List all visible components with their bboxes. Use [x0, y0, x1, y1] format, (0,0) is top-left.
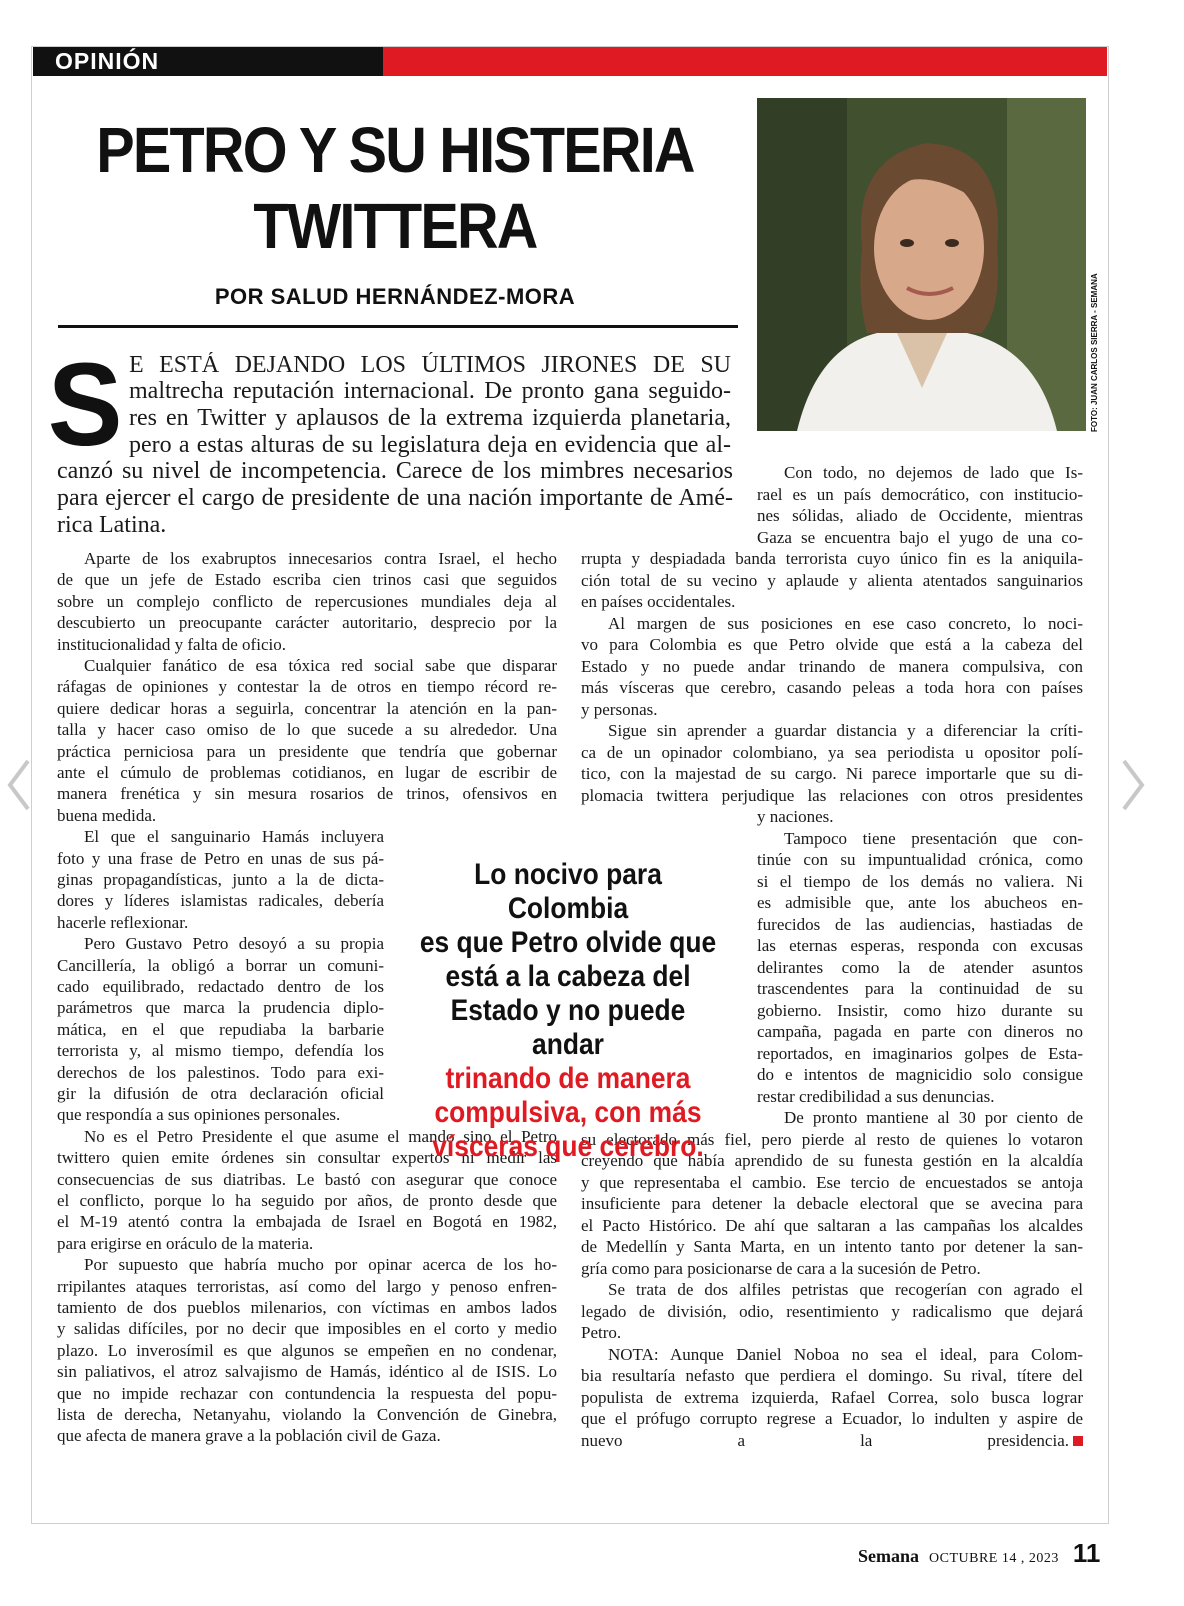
- text-line: si el tiempo de los demás no valiera. Ni: [757, 872, 1083, 891]
- text-line: twittero quien emite órdenes sin consultar expertos ni medir las: [57, 1148, 557, 1167]
- text-line: plomacia twittera perjudique las relaciones con otros presidentes: [581, 786, 1083, 805]
- lede-line: para ejercer el cargo de presidente de una nación importante de Amé-: [57, 485, 733, 511]
- text-line: de Medellín y Santa Marta, en un intento tanto por detener la san-: [581, 1237, 1083, 1256]
- text-line: populista de extrema izquierda, Rafael Correa, solo busca lograr: [581, 1388, 1083, 1407]
- lede-line: canzó su nivel de incompetencia. Carece de los mimbres necesarios: [57, 458, 733, 484]
- photo-credit: FOTO: JUAN CARLOS SIERRA - SEMANA: [1090, 273, 1099, 432]
- text-line: hacerle reflexionar.: [57, 913, 189, 932]
- text-line: descubierto un preocupante carácter autoritario, desprecio por la: [57, 613, 557, 632]
- text-line: delirantes como la de atender asuntos: [757, 958, 1083, 977]
- text-line: ción total de su vecino y aplaude y alienta atentados sanguinarios: [581, 571, 1083, 590]
- text-line: sobre un complejo conflicto de repercusiones mundiales deja al: [57, 592, 557, 611]
- text-line: gobierno. Insistir, como hizo durante su: [757, 1001, 1083, 1020]
- text-line: Al margen de sus posiciones en ese caso concreto, lo noci-: [608, 614, 1083, 633]
- text-line: Se trata de dos alfiles petristas que recogerían con agrado el: [608, 1280, 1083, 1299]
- text-line: para erigirse en oráculo de la materia.: [57, 1234, 314, 1253]
- text-line: NOTA: Aunque Daniel Noboa no sea el ideal, para Colom-: [608, 1345, 1083, 1364]
- magazine-name: Semana: [858, 1546, 920, 1566]
- text-line: parámetros que marca la prudencia diplo-: [57, 998, 384, 1017]
- text-line: furecidos de las audiencias, hastiadas de: [757, 915, 1083, 934]
- pull-quote-highlight-line: trinando de manera: [445, 1062, 691, 1095]
- text-line: es admisible que, ante los abucheos en-: [757, 893, 1083, 912]
- next-page-arrow-icon[interactable]: [1118, 755, 1148, 815]
- text-line: restar credibilidad a sus denuncias.: [757, 1087, 995, 1106]
- text-line: Pero Gustavo Petro desoyó a su propia: [84, 934, 384, 953]
- text-line: práctica perniciosa para un presidente que tendría que gobernar: [57, 742, 557, 761]
- text-line: en países occidentales.: [581, 592, 736, 611]
- text-line: do e intentos de magnicidio solo consigue: [757, 1065, 1083, 1084]
- text-line: Sigue sin aprender a guardar distancia y a diferenciar la críti-: [608, 721, 1083, 740]
- text-line: y naciones.: [757, 807, 834, 826]
- text-line: las eternas esperas, responda con excusas: [757, 936, 1083, 955]
- pull-quote-highlight-line: compulsiva, con más: [434, 1096, 702, 1129]
- lede-line: maltrecha reputación internacional. De pronto gana seguido-: [129, 378, 731, 404]
- text-line: gría como para posicionarse de cara a la sucesión de Petro.: [581, 1259, 981, 1278]
- text-line: su electorado más fiel, pero pierde al resto de quienes lo votaron: [581, 1130, 1083, 1149]
- text-line: ráfagas de opiniones y contestar la de otros en tiempo récord re-: [57, 677, 557, 696]
- text-line: que respondía a sus opiniones personales.: [57, 1105, 341, 1124]
- text-line: trascendentes para la continuidad de su: [757, 979, 1083, 998]
- text-line: ante el cúmulo de problemas cotidianos, en lugar de escribir de: [57, 763, 557, 782]
- byline: POR SALUD HERNÁNDEZ-MORA: [214, 284, 576, 309]
- text-line: ca de un opinador colombiano, ya sea periodista u opositor polí-: [581, 743, 1083, 762]
- headline: [94, 112, 697, 264]
- text-line: lista de derecha, Netanyahu, violando la Convención de Ginebra,: [57, 1405, 557, 1424]
- drop-cap: S: [47, 339, 123, 471]
- text-line: Gaza se encuentra bajo el yugo de una co-: [757, 528, 1083, 547]
- text-line: De pronto mantiene al 30 por ciento de: [784, 1108, 1083, 1127]
- text-line: el M-19 atentó contra la embajada de Israel en Bogotá en 1982,: [57, 1212, 557, 1231]
- text-line: foto y una frase de Petro en unas de sus pá-: [57, 849, 384, 868]
- text-line: y personas.: [581, 700, 658, 719]
- pull-quote-line: está a la cabeza del: [445, 960, 691, 993]
- text-line: tico, con la majestad de su cargo. Ni parece importarle que su di-: [581, 764, 1083, 783]
- text-line: creyendo que había aprendido de su funesta gestión en la alcaldía: [581, 1151, 1083, 1170]
- text-line: derechos de los palestinos. Todo para exi-: [57, 1063, 384, 1082]
- text-line: plazo. Lo inverosímil es que algunos se empeñen en no condenar,: [57, 1341, 557, 1360]
- text-line: cado equilibrado, redactado dentro de los: [57, 977, 384, 996]
- text-line: y salidas difíciles, por no decir que imposibles en el corto y medio: [57, 1319, 557, 1338]
- text-line: el conflicto, porque lo ha seguido por años, de pronto desde que: [57, 1191, 557, 1210]
- text-line: que el prófugo corrupto regrese a Ecuador, lo indulten y aspire de: [581, 1409, 1083, 1428]
- text-line: mática, en el que repudiaba la barbarie: [57, 1020, 384, 1039]
- text-line: nes sólidas, aliado de Occidente, mientras: [757, 506, 1083, 525]
- text-line: Petro.: [581, 1323, 622, 1342]
- text-line: talla y hacer caso omiso de lo que sucede a su alrededor. Una: [57, 720, 557, 739]
- text-line: rripilantes ataques terroristas, así como del largo y penoso enfren-: [57, 1277, 557, 1296]
- text-line: dores y líderes islamistas radicales, debería: [57, 891, 384, 910]
- text-line: campaña, pagada en parte con dineros no: [757, 1022, 1083, 1041]
- text-line: reportados, en imaginarios golpes de Esta-: [757, 1044, 1083, 1063]
- text-line: más vísceras que cerebro, casando peleas a toda hora con países: [581, 678, 1083, 697]
- pull-quote-highlight-line: vísceras que cerebro.: [432, 1130, 704, 1163]
- pull-quote: [418, 858, 717, 1164]
- text-line: Aparte de los exabruptos innecesarios contra Israel, el hecho: [84, 549, 557, 568]
- text-line: rrupta y despiadada banda terrorista cuyo único fin es la aniquila-: [581, 549, 1083, 568]
- headline-line-1: PETRO Y SU HISTERIA: [96, 114, 694, 186]
- text-line: nuevo a la presidencia.: [581, 1430, 1083, 1451]
- text-line: y que representaba el cambio. Ese tercio de encuestados se antoja: [581, 1173, 1083, 1192]
- end-mark: [1073, 1436, 1083, 1446]
- issue-date: OCTUBRE 14 , 2023: [929, 1551, 1059, 1566]
- pull-quote-line: Lo nocivo para Colombia: [474, 858, 662, 925]
- text-line: Estado y no puede andar trinando de manera compulsiva, con: [581, 657, 1083, 676]
- headline-line-2: TWITTERA: [253, 190, 537, 262]
- text-line: tamiento de dos pueblos milenarios, con víctimas en ambos lados: [57, 1298, 557, 1317]
- text-line: buena medida.: [57, 806, 157, 825]
- text-line: sin paliativos, el atroz salvajismo de Hamás, idéntico al de ISIS. Lo: [57, 1362, 557, 1381]
- text-line: tinúe con su impuntualidad crónica, como: [757, 850, 1083, 869]
- section-tag: OPINIÓN: [33, 47, 383, 76]
- headline-rule: [58, 325, 738, 328]
- text-line: Cancillería, la obligó a borrar un comuni-: [57, 956, 384, 975]
- text-line: terrorista y, al mismo tiempo, defendía los: [57, 1041, 384, 1060]
- text-line: Por supuesto que habría mucho por opinar acerca de los ho-: [84, 1255, 557, 1274]
- text-line: insuficiente para detener la debacle electoral que se avecina para: [581, 1194, 1083, 1213]
- text-line: rael es un país democrático, con institucio-: [757, 485, 1083, 504]
- text-line: el Pacto Histórico. De ahí que saltaran a las campañas los alcaldes: [581, 1216, 1083, 1235]
- text-line: legado de división, odio, resentimiento y radicalismo que dejará: [581, 1302, 1083, 1321]
- lede-line: res en Twitter y aplausos de la extrema izquierda planetaria,: [129, 405, 731, 431]
- text-line: vo para Colombia es que Petro olvide que está a la cabeza del: [581, 635, 1083, 654]
- text-line: que no impide rechazar con contundencia la respuesta del popu-: [57, 1384, 557, 1403]
- text-line: consecuencias de sus diatribas. Le bastó con asegurar que conoce: [57, 1170, 557, 1189]
- lede-line: rica Latina.: [57, 512, 167, 538]
- text-line: gir la difusión de otra declaración oficial: [57, 1084, 384, 1103]
- pull-quote-line: es que Petro olvide que: [419, 926, 717, 959]
- text-line: Con todo, no dejemos de lado que Is-: [784, 463, 1083, 482]
- text-line: ginas propagandísticas, junto a la de dicta-: [57, 870, 384, 889]
- text-line: No es el Petro Presidente el que asume el mando sino el Petro: [84, 1127, 557, 1146]
- text-line: Cualquier fanático de esa tóxica red social sabe que disparar: [84, 656, 557, 675]
- text-line: El que el sanguinario Hamás incluyera: [84, 827, 384, 846]
- portrait-illustration: [757, 98, 1086, 431]
- pull-quote-line: Estado y no puede andar: [450, 994, 686, 1061]
- text-line: manera frenética y sin mesura rosarios de trinos, ofensivos en: [57, 784, 557, 803]
- text-line: Tampoco tiene presentación que con-: [784, 829, 1083, 848]
- author-photo: [757, 98, 1086, 431]
- lede-line: E ESTÁ DEJANDO LOS ÚLTIMOS JIRONES DE SU: [129, 352, 731, 378]
- text-line: quiere dedicar horas a seguirla, concentrar la atención en la pan-: [57, 699, 557, 718]
- previous-page-arrow-icon[interactable]: [4, 755, 34, 815]
- text-line: bia resultaría nefasto que perdiera el domingo. Su rival, títere del: [581, 1366, 1083, 1385]
- lede-line: pero a estas alturas de su legislatura deja en evidencia que al-: [129, 432, 731, 458]
- text-line: institucionalidad y falta de oficio.: [57, 635, 286, 654]
- page-number: 11: [1072, 1538, 1101, 1568]
- text-line: que afecta de manera grave a la población civil de Gaza.: [57, 1426, 441, 1445]
- text-line: de que un jefe de Estado escriba cien trinos casi que seguidos: [57, 570, 557, 589]
- page-footer: [858, 1538, 1100, 1568]
